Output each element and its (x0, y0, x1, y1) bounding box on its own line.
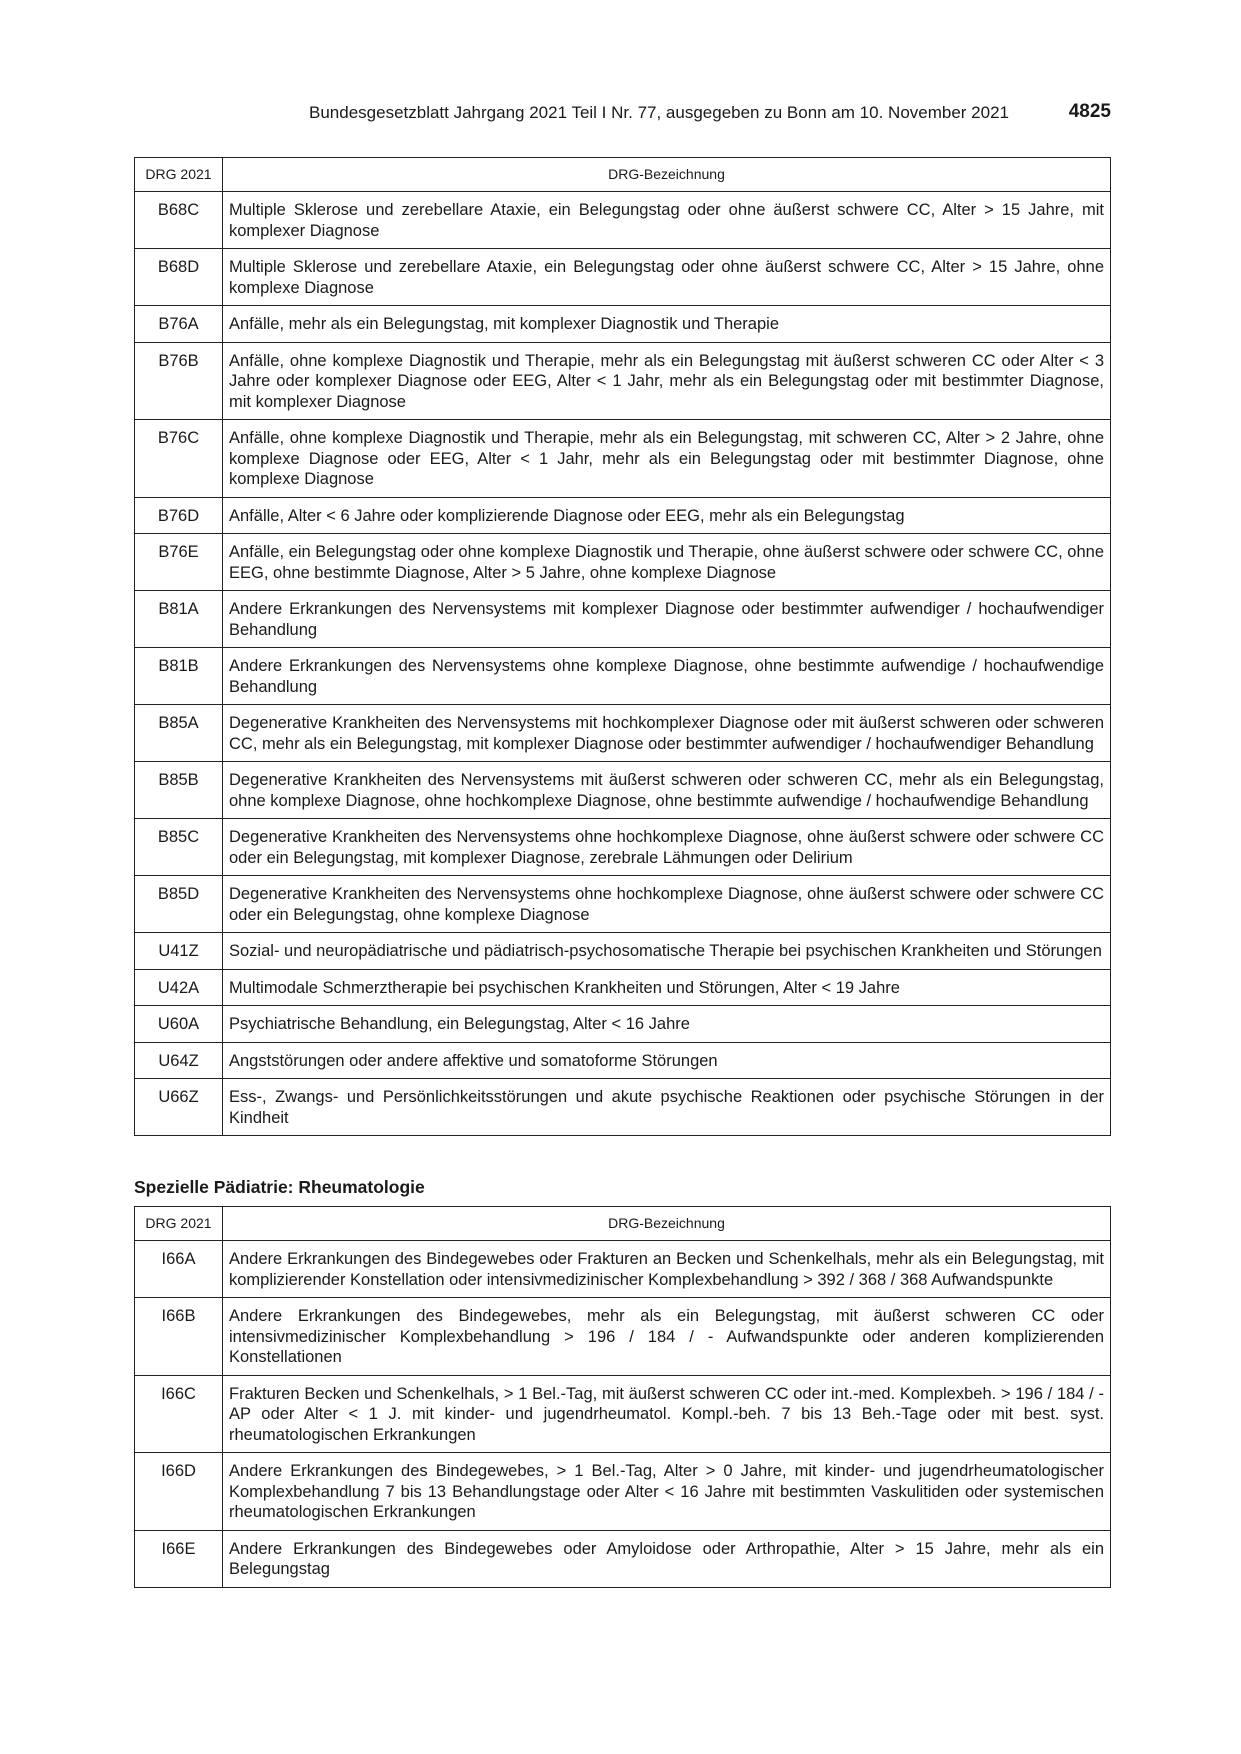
table-body (135, 1241, 1111, 1588)
drg-code: B76A (135, 306, 223, 343)
drg-code: U41Z (135, 933, 223, 970)
drg-code: U64Z (135, 1042, 223, 1079)
drg-code: B76B (135, 342, 223, 420)
page-number: 4825 (1068, 101, 1111, 122)
drg-code: U66Z (135, 1079, 223, 1136)
table-row (135, 534, 1111, 591)
drg-description: Anfälle, ohne komplexe Diagnostik und Therapie, mehr als ein Belegungstag, mit schweren CC, Alter > 2 Jahre, ohne komplexe Diagnose oder EEG, Alter < 1 Jahr, mehr als ein Belegungstag oder mit bestimmter Diagnose, ohne komplexe Diagnose (223, 420, 1111, 498)
column-header-drg: DRG 2021 (135, 158, 223, 192)
drg-description: Multiple Sklerose und zerebellare Ataxie, ein Belegungstag oder ohne äußerst schwere CC, Alter > 15 Jahre, ohne komplexe Diagnose (223, 249, 1111, 306)
drg-table-neurology (134, 157, 1111, 1136)
drg-description: Anfälle, mehr als ein Belegungstag, mit komplexer Diagnostik und Therapie (223, 306, 1111, 343)
drg-code: B85C (135, 819, 223, 876)
drg-code: B68C (135, 192, 223, 249)
drg-description: Angststörungen oder andere affektive und somatoforme Störungen (223, 1042, 1111, 1079)
drg-code: B85D (135, 876, 223, 933)
table-row (135, 1241, 1111, 1298)
drg-code: B81B (135, 648, 223, 705)
running-title: Bundesgesetzblatt Jahrgang 2021 Teil I Nr. 77, ausgegeben zu Bonn am 10. November 2021 (309, 103, 1009, 122)
drg-table-rheumatology (134, 1206, 1111, 1588)
drg-code: B81A (135, 591, 223, 648)
drg-description: Degenerative Krankheiten des Nervensystems mit äußerst schweren oder schweren CC, mehr als ein Belegungstag, ohne komplexe Diagnose, ohne hochkomplexe Diagnose, ohne bestimmte aufwendige / hochaufwendige Behandlung (223, 762, 1111, 819)
drg-description: Andere Erkrankungen des Bindegewebes oder Amyloidose oder Arthropathie, Alter > 15 Jahre, mehr als ein Belegungstag (223, 1530, 1111, 1587)
table-row (135, 1375, 1111, 1453)
drg-code: B76E (135, 534, 223, 591)
table-row (135, 933, 1111, 970)
table-row (135, 249, 1111, 306)
column-header-drg: DRG 2021 (135, 1207, 223, 1241)
column-header-description: DRG-Bezeichnung (223, 158, 1111, 192)
drg-description: Multimodale Schmerztherapie bei psychischen Krankheiten und Störungen, Alter < 19 Jahre (223, 969, 1111, 1006)
drg-description: Degenerative Krankheiten des Nervensystems ohne hochkomplexe Diagnose, ohne äußerst schwere oder schwere CC oder ein Belegungstag, mit komplexer Diagnose, zerebrale Lähmungen oder Delirium (223, 819, 1111, 876)
table-body (135, 192, 1111, 1136)
page-header (134, 101, 1111, 127)
table-row (135, 420, 1111, 498)
table-row (135, 1042, 1111, 1079)
table-row (135, 819, 1111, 876)
drg-description: Anfälle, Alter < 6 Jahre oder komplizierende Diagnose oder EEG, mehr als ein Belegungstag (223, 497, 1111, 534)
drg-description: Frakturen Becken und Schenkelhals, > 1 Bel.-Tag, mit äußerst schweren CC oder int.-med. Komplexbeh. > 196 / 184 / - AP oder Alter < 1 J. mit kinder- und jugendrheumatol. Kompl.-beh. 7 bis 13 Beh.-Tage oder mit best. syst. rheumatologischen Erkrankungen (223, 1375, 1111, 1453)
table-row (135, 1079, 1111, 1136)
drg-code: I66B (135, 1298, 223, 1376)
table-row (135, 648, 1111, 705)
column-header-description: DRG-Bezeichnung (223, 1207, 1111, 1241)
drg-code: I66E (135, 1530, 223, 1587)
drg-description: Andere Erkrankungen des Nervensystems ohne komplexe Diagnose, ohne bestimmte aufwendige / hochaufwendige Behandlung (223, 648, 1111, 705)
drg-description: Psychiatrische Behandlung, ein Belegungstag, Alter < 16 Jahre (223, 1006, 1111, 1043)
table-row (135, 306, 1111, 343)
drg-code: B76C (135, 420, 223, 498)
drg-code: I66D (135, 1453, 223, 1531)
drg-code: I66A (135, 1241, 223, 1298)
drg-code: B85B (135, 762, 223, 819)
drg-description: Multiple Sklerose und zerebellare Ataxie, ein Belegungstag oder ohne äußerst schwere CC, Alter > 15 Jahre, mit komplexer Diagnose (223, 192, 1111, 249)
table-row (135, 1298, 1111, 1376)
drg-code: B68D (135, 249, 223, 306)
drg-description: Andere Erkrankungen des Bindegewebes oder Frakturen an Becken und Schenkelhals, mehr als ein Belegungstag, mit komplizierender Konstellation oder intensivmedizinischer Komplexbehandlung > 392 / 368 / 368 Aufwandspunkte (223, 1241, 1111, 1298)
drg-description: Degenerative Krankheiten des Nervensystems mit hochkomplexer Diagnose oder mit äußerst schweren oder schweren CC, mehr als ein Belegungstag, mit komplexer Diagnose oder bestimmter aufwendiger / hochaufwendiger Behandlung (223, 705, 1111, 762)
table-row (135, 876, 1111, 933)
table-row (135, 591, 1111, 648)
table-row (135, 342, 1111, 420)
drg-description: Sozial- und neuropädiatrische und pädiatrisch-psychosomatische Therapie bei psychischen Krankheiten und Störungen (223, 933, 1111, 970)
drg-description: Andere Erkrankungen des Bindegewebes, mehr als ein Belegungstag, mit äußerst schweren CC oder intensivmedizinischer Komplexbehandlung > 196 / 184 / - Aufwandspunkte oder anderen komplizierenden Konstellationen (223, 1298, 1111, 1376)
drg-code: B85A (135, 705, 223, 762)
drg-code: U42A (135, 969, 223, 1006)
drg-code: U60A (135, 1006, 223, 1043)
drg-code: B76D (135, 497, 223, 534)
section-title: Spezielle Pädiatrie: Rheumatologie (134, 1177, 425, 1197)
table-row (135, 1453, 1111, 1531)
table-row (135, 969, 1111, 1006)
drg-description: Andere Erkrankungen des Bindegewebes, > 1 Bel.-Tag, Alter > 0 Jahre, mit kinder- und jugendrheumatologischer Komplexbehandlung 7 bis 13 Behandlungstage oder Alter < 16 Jahre mit bestimmten Vaskulitiden oder systemischen rheumatologischen Erkrankungen (223, 1453, 1111, 1531)
table-header-row (135, 1207, 1111, 1241)
drg-code: I66C (135, 1375, 223, 1453)
table-row (135, 762, 1111, 819)
table-row (135, 497, 1111, 534)
drg-description: Ess-, Zwangs- und Persönlichkeitsstörungen und akute psychische Reaktionen oder psychische Störungen in der Kindheit (223, 1079, 1111, 1136)
drg-description: Andere Erkrankungen des Nervensystems mit komplexer Diagnose oder bestimmter aufwendiger / hochaufwendiger Behandlung (223, 591, 1111, 648)
drg-description: Anfälle, ein Belegungstag oder ohne komplexe Diagnostik und Therapie, ohne äußerst schwere oder schwere CC, ohne EEG, ohne bestimmte Diagnose, Alter > 5 Jahre, ohne komplexe Diagnose (223, 534, 1111, 591)
table-row (135, 192, 1111, 249)
table-row (135, 1006, 1111, 1043)
table-header-row (135, 158, 1111, 192)
table-row (135, 705, 1111, 762)
drg-description: Degenerative Krankheiten des Nervensystems ohne hochkomplexe Diagnose, ohne äußerst schwere oder schwere CC oder ein Belegungstag, ohne komplexe Diagnose (223, 876, 1111, 933)
table-row (135, 1530, 1111, 1587)
drg-description: Anfälle, ohne komplexe Diagnostik und Therapie, mehr als ein Belegungstag mit äußerst schweren CC oder Alter < 3 Jahre oder komplexer Diagnose oder EEG, Alter < 1 Jahr, mehr als ein Belegungstag oder mit bestimmter Diagnose, mit komplexer Diagnose (223, 342, 1111, 420)
